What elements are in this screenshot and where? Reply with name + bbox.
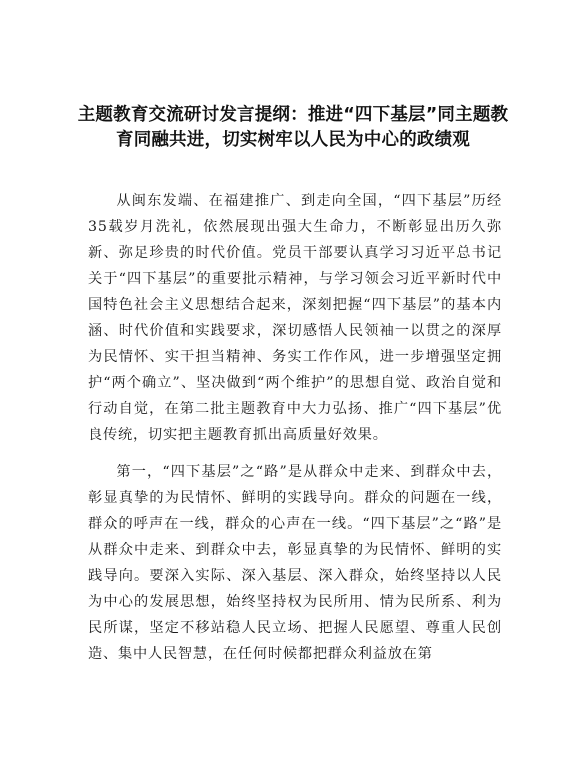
body-paragraph-1: 从闽东发端、在福建推广、到走向全国，“四下基层”历经35载岁月洗礼，依然展现出强大生命力，不断彰显出历久弥新、弥足珍贵的时代价值。党员干部要认真学习习近平总书记关于“四下基层”的重要批示精神，与学习领会习近平新时代中国特色社会主义思想结合起来，深刻把握“四下基层”的基本内涵、时代价值和实践要求，深切感悟人民领袖一以贯之的深厚为民情怀、实干担当精神、务实工作作风，进一步增强坚定拥护“两个确立”、坚决做到“两个维护”的思想自觉、政治自觉和行动自觉，在第二批主题教育中大力弘扬、推广“四下基层”优良传统，切实把主题教育抓出高质量好效果。	[88, 193, 502, 443]
body-paragraph-2: 第一，“四下基层”之“路”是从群众中走来、到群众中去，彰显真挚的为民情怀、鲜明的实践导向。群众的问题在一线，群众的呼声在一线，群众的心声在一线。“四下基层”之“路”是从群众中走来、到群众中去，彰显真挚的为民情怀、鲜明的实践导向。要深入实际、深入基层、深入群众，始终坚持以人民为中心的发展思想，始终坚持权为民所用、情为民所系、利为民所谋，坚定不移站稳人民立场、把握人民愿望、尊重人民创造、集中人民智慧，在任何时候都把群众利益放在第	[88, 464, 502, 662]
document-title: 主题教育交流研讨发言提纲：推进“四下基层”同主题教育同融共进，切实树牢以人民为中心的政绩观	[77, 105, 509, 150]
document-body	[88, 188, 502, 678]
